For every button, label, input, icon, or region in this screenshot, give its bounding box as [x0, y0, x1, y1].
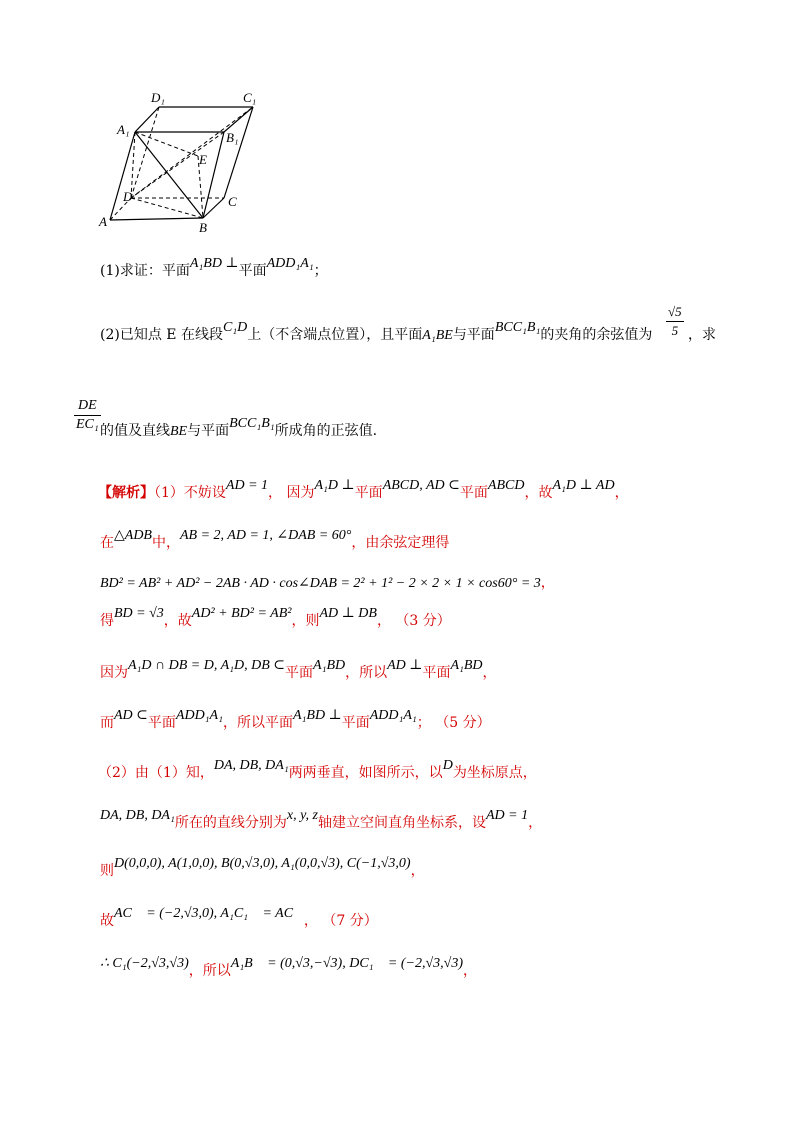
- question-part3: [100, 416, 378, 441]
- s6-m1: AD ⊂: [114, 708, 148, 723]
- s5-e: ，: [482, 665, 497, 681]
- s5-b: 平面: [285, 665, 314, 681]
- label-B1: B₁: [226, 130, 239, 145]
- s8-m2: x, y, z: [286, 808, 318, 823]
- s1-e: ，故: [524, 485, 553, 501]
- solution-line-5: [100, 658, 497, 683]
- edge-B-C: [203, 198, 224, 218]
- s1-m1: AD = 1: [225, 478, 269, 493]
- s1-d: 平面: [459, 485, 488, 501]
- s6-m4: ADD₁A₁: [369, 708, 417, 723]
- s6-m2: ADD₁A₁: [175, 708, 223, 723]
- s4-d: ， （3 分）: [376, 613, 451, 629]
- q1-text: (1)求证：平面: [100, 263, 190, 279]
- s2-m1: △ADB: [114, 528, 152, 543]
- q3-fraction-de-over-ec1: [74, 398, 101, 433]
- s1-b: ， 因为: [268, 485, 315, 501]
- s1-f: ，: [614, 485, 629, 501]
- q2-end: ，求: [688, 327, 716, 343]
- s2-c: ，由余弦定理得: [351, 535, 450, 551]
- s8-m1: DA, DB, DA₁: [100, 808, 175, 823]
- q1-end: ；: [313, 263, 328, 279]
- s8-c: ，: [528, 815, 543, 831]
- s10-b: ， （7 分）: [303, 913, 378, 929]
- edge-D-D1: [131, 107, 159, 198]
- q2-math-bcc1b1: BCC₁B₁: [494, 320, 541, 335]
- s2-b: 中，: [151, 535, 180, 551]
- label-D1: D₁: [151, 90, 165, 105]
- s7-m2: D: [442, 758, 453, 773]
- s10-a: 故: [100, 913, 114, 929]
- s11-m1: ∴ C₁(−2,√3,√3): [100, 956, 189, 971]
- s6-e: ； （5 分）: [416, 715, 491, 731]
- label-A1: A₁: [117, 122, 130, 137]
- q3-math-bcc1b1: BCC₁B₁: [229, 416, 275, 431]
- s2-a: 在: [100, 535, 114, 551]
- s4-m1: BD = √3: [114, 606, 164, 621]
- question-part2: [100, 320, 653, 345]
- s1-m5: A₁D ⊥ AD: [552, 478, 615, 493]
- q2-text-mid1: 上（不含端点位置），且平面: [247, 327, 423, 343]
- solution-line-9: [100, 856, 425, 881]
- frac-bar: [74, 415, 101, 416]
- s11-a: ，所以: [188, 963, 231, 979]
- s1-c: 平面: [354, 485, 383, 501]
- frac-denominator: EC₁: [76, 417, 99, 432]
- s5-c: ，所以: [345, 665, 388, 681]
- s1-m4: ABCD: [487, 478, 525, 493]
- solution-line-11: [100, 956, 478, 981]
- frac-numerator: DE: [78, 398, 97, 413]
- label-E: E: [199, 152, 207, 167]
- frac-denominator: 5: [671, 323, 679, 338]
- s5-m4: A₁BD: [450, 658, 483, 673]
- label-D: D: [123, 189, 133, 204]
- s5-d: 平面: [422, 665, 451, 681]
- edge-A-A1: [110, 132, 135, 220]
- edge-A-B: [110, 218, 203, 220]
- label-B: B: [199, 220, 207, 235]
- solution-line-10: [100, 906, 378, 931]
- s7-b: 两两垂直，如图所示，以: [288, 765, 443, 781]
- q1-text-mid: 平面: [238, 263, 267, 279]
- solution-line-4: [100, 606, 451, 631]
- label-A: A: [99, 214, 107, 229]
- s6-c: ，所以平面: [222, 715, 293, 731]
- s11-m2: A₁B⃗ = (0,√3,−√3), DC₁⃗ = (−2,√3,√3): [230, 956, 464, 971]
- s5-m1: A₁D ∩ DB = D, A₁D, DB ⊂: [128, 658, 286, 673]
- q3-math-be: BE: [170, 424, 188, 439]
- s5-m3: AD ⊥: [387, 658, 423, 673]
- s9-b: ，: [410, 863, 425, 879]
- s3-end: ，: [540, 575, 555, 591]
- edge-D1-A1: [135, 107, 159, 132]
- frac-numerator: √5: [668, 304, 682, 319]
- s1-m3: ABCD, AD ⊂: [382, 478, 460, 493]
- s1-m2: A₁D ⊥: [314, 478, 355, 493]
- s9-a: 则: [100, 863, 114, 879]
- s11-b: ，: [463, 963, 478, 979]
- q2-text: (2)已知点 E 在线段: [100, 327, 223, 343]
- s8-a: 所在的直线分别为: [174, 815, 287, 831]
- edge-C-C1: [224, 107, 253, 198]
- q2-fraction-sqrt5-over-5: [666, 304, 684, 339]
- s4-c: ，则: [291, 613, 320, 629]
- q3-text2: 与平面: [187, 423, 230, 439]
- parallelepiped-figure: [95, 88, 275, 238]
- s5-a: 因为: [100, 665, 128, 681]
- solution-line-2: [100, 528, 450, 553]
- s3-m1: BD² = AB² + AD² − 2AB · AD · cos∠DAB = 2² + 1² − 2 × 2 × 1 × cos60° = 3: [100, 576, 541, 591]
- s7-m1: DA, DB, DA₁: [213, 758, 289, 773]
- label-C1: C₁: [243, 90, 257, 105]
- question-part1: [100, 256, 328, 281]
- s8-m3: AD = 1: [485, 808, 529, 823]
- s7-a: （2）由（1）知，: [98, 765, 214, 781]
- question-part2-end: [688, 326, 716, 344]
- q2-math-a1be: A₁BE: [422, 328, 453, 343]
- s10-m1: AC⃗ = (−2,√3,0), A₁C₁⃗ = AC⃗: [114, 906, 304, 921]
- solution-line-3: [100, 574, 555, 593]
- solution-line-7: [98, 758, 537, 783]
- s2-m2: AB = 2, AD = 1, ∠DAB = 60°: [179, 528, 352, 543]
- s8-b: 轴建立空间直角坐标系，设: [317, 815, 486, 831]
- s4-m2: AD² + BD² = AB²: [191, 606, 292, 621]
- s6-m3: A₁BD ⊥: [292, 708, 342, 723]
- s4-b: ，故: [163, 613, 192, 629]
- s6-a: 而: [100, 715, 114, 731]
- s9-m1: D(0,0,0), A(1,0,0), B(0,√3,0), A₁(0,0,√3), C(−1,√3,0): [114, 856, 411, 871]
- s5-m2: A₁BD: [313, 658, 346, 673]
- solution-line-1: [98, 478, 629, 503]
- q3-text1: 的值及直线: [100, 423, 170, 439]
- q2-math-c1d: C₁D: [222, 320, 248, 335]
- edge-D-B: [131, 198, 203, 218]
- frac-bar: [666, 321, 684, 322]
- solution-line-8: [100, 808, 543, 833]
- s1-a: （1）不妨设: [154, 485, 226, 501]
- q1-math-a1bd: A₁BD ⊥: [189, 256, 239, 271]
- q3-text3: 所成角的正弦值.: [274, 423, 378, 439]
- edge-D-C1: [131, 107, 253, 198]
- q2-text-mid2: 与平面: [452, 327, 495, 343]
- solution-line-6: [100, 708, 491, 733]
- solution-label: 【解析】: [98, 485, 154, 501]
- s6-d: 平面: [341, 715, 370, 731]
- s4-m3: AD ⊥ DB: [319, 606, 377, 621]
- s7-c: 为坐标原点，: [452, 765, 537, 781]
- q1-math-add1a1: ADD₁A₁: [266, 256, 314, 271]
- label-C: C: [228, 194, 237, 209]
- s4-a: 得: [100, 613, 114, 629]
- s6-b: 平面: [147, 715, 176, 731]
- q2-text-mid3: 的夹角的余弦值为: [540, 327, 653, 343]
